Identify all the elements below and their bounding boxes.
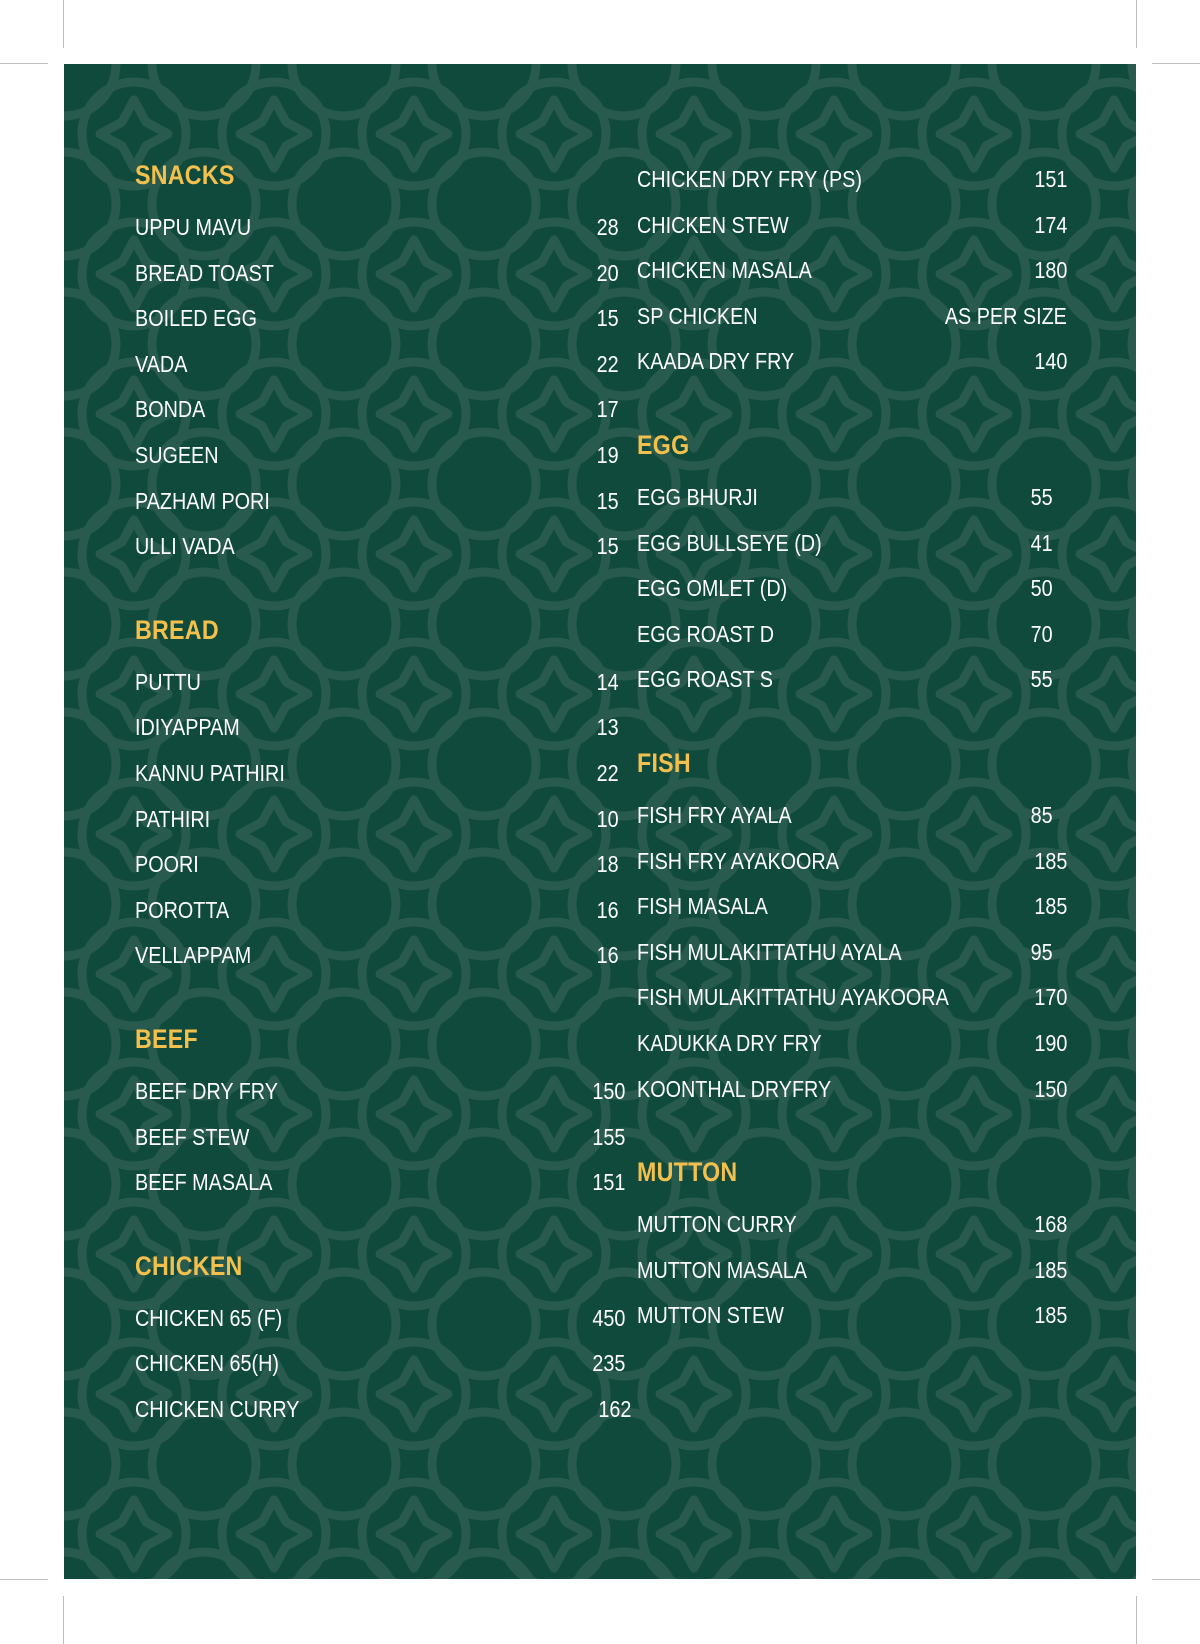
menu-item bbox=[637, 1302, 1067, 1332]
menu-item bbox=[637, 621, 1067, 651]
menu-item-price: 151 bbox=[591, 1169, 625, 1196]
section-heading: BREAD bbox=[135, 614, 219, 645]
menu-item-name: FISH MASALA bbox=[637, 893, 768, 920]
crop-mark bbox=[63, 0, 64, 48]
menu-item-price: 190 bbox=[1033, 1030, 1067, 1056]
menu-item bbox=[135, 760, 635, 790]
menu-item-price: 55 bbox=[1030, 484, 1053, 510]
menu-item-price: 185 bbox=[1033, 1302, 1067, 1329]
menu-item bbox=[135, 1396, 635, 1426]
section-heading: CHICKEN bbox=[135, 1250, 243, 1281]
crop-mark bbox=[63, 1596, 64, 1644]
menu-item-name: POROTTA bbox=[135, 896, 230, 923]
menu-item-price: 10 bbox=[596, 805, 619, 832]
menu-item-name: VELLAPPAM bbox=[135, 942, 252, 969]
menu-item-price: 16 bbox=[596, 942, 619, 969]
menu-item-price: 140 bbox=[1033, 348, 1067, 375]
menu-item-name: PAZHAM PORI bbox=[135, 487, 270, 514]
menu-item-name: EGG BULLSEYE (D) bbox=[637, 529, 822, 556]
menu-item-price: 185 bbox=[1033, 893, 1067, 920]
menu-item-price: 162 bbox=[597, 1396, 631, 1422]
menu-item-price: 450 bbox=[591, 1304, 625, 1331]
menu-item bbox=[135, 1078, 635, 1108]
menu-item bbox=[637, 257, 1067, 287]
menu-item-price: 16 bbox=[596, 896, 619, 923]
menu-item-price: 151 bbox=[1033, 166, 1067, 192]
menu-item-name: VADA bbox=[135, 350, 188, 377]
menu-item bbox=[637, 1030, 1067, 1060]
menu-item-name: SUGEEN bbox=[135, 442, 219, 468]
menu-item bbox=[637, 484, 1067, 514]
menu-item bbox=[637, 1211, 1067, 1241]
menu-item-name: FISH MULAKITTATHU AYALA bbox=[637, 938, 902, 965]
menu-item-name: EGG OMLET (D) bbox=[637, 575, 788, 602]
menu-item bbox=[135, 1305, 635, 1335]
menu-item-name: CHICKEN CURRY bbox=[135, 1396, 300, 1422]
menu-item-price: AS PER SIZE bbox=[944, 302, 1067, 329]
menu-item bbox=[637, 984, 1067, 1014]
menu-item-price: 170 bbox=[1033, 984, 1067, 1011]
menu-item bbox=[637, 939, 1067, 969]
menu-item-name: MUTTON STEW bbox=[637, 1302, 784, 1329]
menu-item bbox=[135, 714, 635, 744]
menu-item-price: 168 bbox=[1033, 1211, 1067, 1238]
menu-item bbox=[135, 442, 635, 472]
menu-item bbox=[135, 1350, 635, 1380]
menu-item bbox=[637, 666, 1067, 696]
crop-mark bbox=[1152, 1579, 1200, 1580]
menu-item-name: KANNU PATHIRI bbox=[135, 760, 285, 786]
menu-item-price: 85 bbox=[1030, 802, 1053, 828]
menu-panel bbox=[64, 64, 1136, 1579]
menu-item-name: CHICKEN 65(H) bbox=[135, 1350, 279, 1377]
menu-item bbox=[637, 1257, 1067, 1287]
menu-item-price: 19 bbox=[596, 442, 619, 468]
menu-item-name: PATHIRI bbox=[135, 805, 211, 832]
menu-item-price: 174 bbox=[1033, 211, 1067, 238]
menu-item-price: 95 bbox=[1030, 938, 1053, 965]
menu-item bbox=[637, 1076, 1067, 1106]
menu-item bbox=[135, 214, 635, 244]
menu-item-name: CHICKEN DRY FRY (PS) bbox=[637, 166, 862, 192]
menu-item-price: 185 bbox=[1033, 1256, 1067, 1283]
menu-item-price: 15 bbox=[596, 487, 619, 514]
menu-item bbox=[135, 897, 635, 927]
menu-item bbox=[135, 942, 635, 972]
menu-item-name: KADUKKA DRY FRY bbox=[637, 1030, 822, 1056]
menu-item-price: 13 bbox=[596, 714, 619, 741]
menu-item-price: 28 bbox=[596, 214, 619, 240]
menu-item-name: SP CHICKEN bbox=[637, 302, 758, 329]
section-heading: BEEF bbox=[135, 1024, 198, 1054]
menu-item bbox=[637, 575, 1067, 605]
menu-item-name: FISH MULAKITTATHU AYAKOORA bbox=[637, 984, 949, 1011]
menu-item bbox=[135, 669, 635, 699]
crop-mark bbox=[1136, 0, 1137, 48]
menu-item bbox=[135, 488, 635, 518]
menu-item-name: BREAD TOAST bbox=[135, 259, 274, 286]
menu-item-price: 180 bbox=[1033, 257, 1067, 284]
menu-item-name: MUTTON MASALA bbox=[637, 1256, 807, 1283]
menu-item bbox=[135, 351, 635, 381]
menu-item bbox=[637, 348, 1067, 378]
section-heading: FISH bbox=[637, 748, 691, 778]
menu-item-price: 15 bbox=[596, 533, 619, 560]
menu-item bbox=[637, 166, 1067, 196]
menu-item-name: EGG ROAST S bbox=[637, 666, 773, 693]
menu-item-price: 155 bbox=[591, 1123, 625, 1150]
menu-item-name: FISH FRY AYALA bbox=[637, 802, 792, 828]
menu-item-name: PUTTU bbox=[135, 668, 201, 695]
section-heading: MUTTON bbox=[637, 1157, 738, 1188]
menu-item bbox=[135, 260, 635, 290]
section-heading: EGG bbox=[637, 430, 690, 460]
menu-item-name: IDIYAPPAM bbox=[135, 714, 240, 741]
menu-item bbox=[135, 1124, 635, 1154]
menu-item-name: CHICKEN 65 (F) bbox=[135, 1304, 283, 1331]
menu-item-name: UPPU MAVU bbox=[135, 214, 252, 240]
menu-item-price: 14 bbox=[596, 668, 619, 695]
menu-item-price: 41 bbox=[1030, 529, 1053, 556]
menu-item-price: 22 bbox=[596, 760, 619, 786]
menu-item bbox=[135, 533, 635, 563]
menu-item bbox=[637, 848, 1067, 878]
menu-item-name: BEEF STEW bbox=[135, 1123, 250, 1150]
section-heading: SNACKS bbox=[135, 160, 235, 190]
menu-item bbox=[135, 851, 635, 881]
menu-item-name: BONDA bbox=[135, 396, 206, 423]
menu-item-name: KOONTHAL DRYFRY bbox=[637, 1075, 832, 1102]
crop-mark bbox=[0, 1579, 48, 1580]
menu-item bbox=[637, 303, 1067, 333]
menu-item-name: CHICKEN STEW bbox=[637, 211, 789, 238]
menu-item bbox=[637, 212, 1067, 242]
menu-item-price: 150 bbox=[1033, 1075, 1067, 1102]
menu-item-price: 22 bbox=[596, 350, 619, 377]
menu-item-name: BOILED EGG bbox=[135, 305, 258, 332]
menu-item-price: 20 bbox=[596, 259, 619, 286]
menu-item bbox=[135, 396, 635, 426]
menu-item bbox=[637, 893, 1067, 923]
menu-item-price: 18 bbox=[596, 851, 619, 878]
menu-item-name: POORI bbox=[135, 851, 199, 878]
menu-item-name: EGG BHURJI bbox=[637, 484, 758, 510]
menu-item-name: MUTTON CURRY bbox=[637, 1211, 797, 1238]
menu-item-name: KAADA DRY FRY bbox=[637, 348, 795, 375]
menu-item-price: 50 bbox=[1030, 575, 1053, 602]
menu-item-name: CHICKEN MASALA bbox=[637, 257, 812, 284]
menu-item bbox=[135, 305, 635, 335]
menu-item bbox=[135, 1169, 635, 1199]
menu-item bbox=[637, 530, 1067, 560]
crop-mark bbox=[0, 63, 48, 64]
menu-item-price: 185 bbox=[1033, 847, 1067, 874]
menu-item bbox=[637, 802, 1067, 832]
menu-item-price: 150 bbox=[591, 1078, 625, 1104]
menu-item-name: ULLI VADA bbox=[135, 533, 235, 560]
menu-item bbox=[135, 806, 635, 836]
menu-item-name: BEEF MASALA bbox=[135, 1169, 273, 1196]
menu-item-name: FISH FRY AYAKOORA bbox=[637, 847, 839, 874]
menu-item-name: EGG ROAST D bbox=[637, 620, 775, 647]
menu-item-price: 15 bbox=[596, 305, 619, 332]
menu-item-price: 55 bbox=[1030, 666, 1053, 693]
menu-item-name: BEEF DRY FRY bbox=[135, 1078, 278, 1104]
crop-mark bbox=[1136, 1596, 1137, 1644]
menu-item-price: 17 bbox=[596, 396, 619, 423]
crop-mark bbox=[1152, 63, 1200, 64]
menu-item-price: 70 bbox=[1030, 620, 1053, 647]
menu-item-price: 235 bbox=[591, 1350, 625, 1377]
